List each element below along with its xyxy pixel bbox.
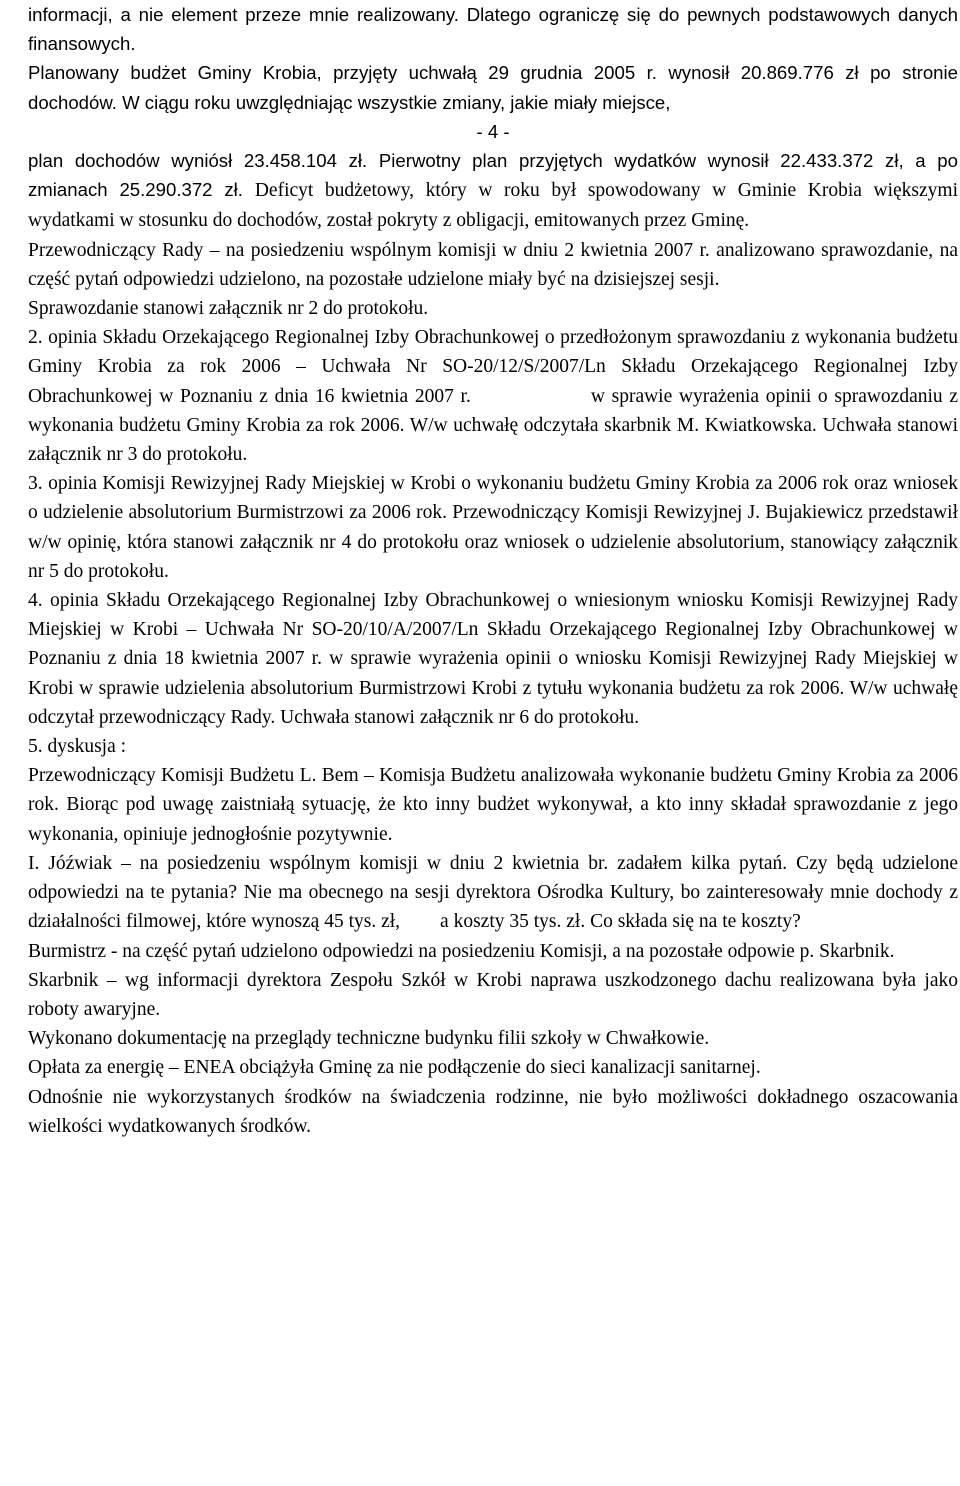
budget-plan-text: plan dochodów wyniósł 23.458.104 zł. Pierwotny plan przyjętych wydatków wynosił 22.433.372 zł, a po zmianach 25.290.372 zł. — [28, 150, 958, 201]
enea-statement: Opłata za energię – ENEA obciążyła Gminę za nie podłączenie do sieci kanalizacji sanitarnej. — [28, 1057, 761, 1079]
agenda-item-2 — [28, 323, 958, 469]
agenda-item-4: 4. opinia Składu Orzekającego Regionalnej Izby Obrachunkowej o wniesionym wniosku Komisji Rewizyjnej Rady Miejskiej w Krobi – Uchwała Nr SO-20/10/A/2007/Ln Składu Orzekającego Regionalnej Izby Obrachunkowej w Poznaniu z dnia 18 kwietnia 2007 r. w sprawie wyrażenia opinii o wniosku Komisji Rewizyjnej Rady Miejskiej w Krobi w sprawie udzielenia absolutorium Burmistrzowi Krobi z tytułu wykonania budżetu za rok 2006. W/w uchwałę odczytał przewodniczący Rady. Uchwała stanowi załącznik nr 6 do protokołu. — [28, 590, 958, 728]
burmistrz-statement: Burmistrz - na część pytań udzielono odpowiedzi na posiedzeniu Komisji, a na pozostałe odpowie p. Skarbnik. — [28, 940, 895, 962]
rodzinne-statement: Odnośnie nie wykorzystanych środków na świadczenia rodzinne, nie było możliwości dokładnego oszacowania wielkości wydatkowanych środków. — [28, 1086, 958, 1137]
jozwiak-text-a: I. Jóźwiak – na posiedzeniu wspólnym komisji w dniu 2 kwietnia br. zadałem kilka pytań. Czy będą udzielone odpowiedzi na te pytania? Nie ma obecnego na sesji dyrektora Ośrodka Kultury, bo zainteresowały mnie dochody z działalności filmowej, które wynoszą 45 tys. zł, — [28, 852, 958, 933]
jozwiak-statement — [28, 849, 958, 937]
dokumentacja-statement: Wykonano dokumentację na przeglądy techniczne budynku filii szkoły w Chwałkowie. — [28, 1028, 710, 1050]
skarbnik-statement: Skarbnik – wg informacji dyrektora Zespołu Szkół w Krobi naprawa uszkodzonego dachu realizowana była jako roboty awaryjne. — [28, 969, 958, 1020]
intro-paragraph-1: informacji, a nie element przeze mnie realizowany. Dlatego ograniczę się do pewnych podstawowych danych finansowych. — [28, 4, 958, 55]
chair-paragraph: Przewodniczący Rady – na posiedzeniu wspólnym komisji w dniu 2 kwietnia 2007 r. analizowano sprawozdanie, na część pytań odpowiedzi udzielono, na pozostałe udzielone miały być na dzisiejszej sesji. — [28, 239, 958, 290]
deficit-text: Deficyt budżetowy, który w roku był spowodowany w Gminie Krobia większymi wydatkami w stosunku do dochodów, został pokryty z obligacji, emitowanych przez Gminę. — [28, 180, 958, 232]
jozwiak-text-b: a koszty 35 tys. zł. Co składa się na te koszty? — [440, 911, 801, 933]
budget-paragraph — [28, 146, 958, 236]
attachment-2-note: Sprawozdanie stanowi załącznik nr 2 do protokołu. — [28, 298, 429, 320]
agenda-item-5: 5. dyskusja : — [28, 736, 127, 758]
item-2-text-a: 2. opinia Składu Orzekającego Regionalnej Izby Obrachunkowej o przedłożonym sprawozdaniu z wykonania budżetu Gminy Krobia za rok 2006 – Uchwała Nr SO-20/12/S/2007/Ln Składu Orzekającego Regionalnej Izby Obrachunkowej w Poznaniu z dnia 16 kwietnia 2007 r. — [28, 327, 958, 407]
agenda-item-3: 3. opinia Komisji Rewizyjnej Rady Miejskiej w Krobi o wykonaniu budżetu Gminy Krobia za 2006 rok oraz wniosek o udzielenie absolutorium Burmistrzowi za 2006 rok. Przewodniczący Komisji Rewizyjnej J. Bujakiewicz przedstawił w/w opinię, która stanowi załącznik nr 4 do protokołu oraz wniosek o udzielenie absolutorium, stanowiący załącznik nr 5 do protokołu. — [28, 473, 958, 582]
bem-statement: Przewodniczący Komisji Budżetu L. Bem – Komisja Budżetu analizowała wykonanie budżetu Gminy Krobia za 2006 rok. Biorąc pod uwagę zaistniałą sytuację, że kto inny budżet wykonywał, a kto inny składał sprawozdanie z jego wykonania, opiniuje jednogłośnie pozytywnie. — [28, 765, 958, 845]
item-2-text-b: w sprawie wyrażenia opinii o sprawozdaniu z wykonania budżetu Gminy Krobia za rok 2006. W/w uchwałę odczytała skarbnik M. Kwiatkowska. Uchwała stanowi załącznik nr 3 do protokołu. — [28, 385, 958, 466]
page-number: - 4 - — [476, 120, 510, 142]
intro-paragraph-2: Planowany budżet Gminy Krobia, przyjęty uchwałą 29 grudnia 2005 r. wynosił 20.869.776 zł po stronie dochodów. W ciągu roku uwzględniając wszystkie zmiany, jakie miały miejsce, — [28, 62, 958, 113]
